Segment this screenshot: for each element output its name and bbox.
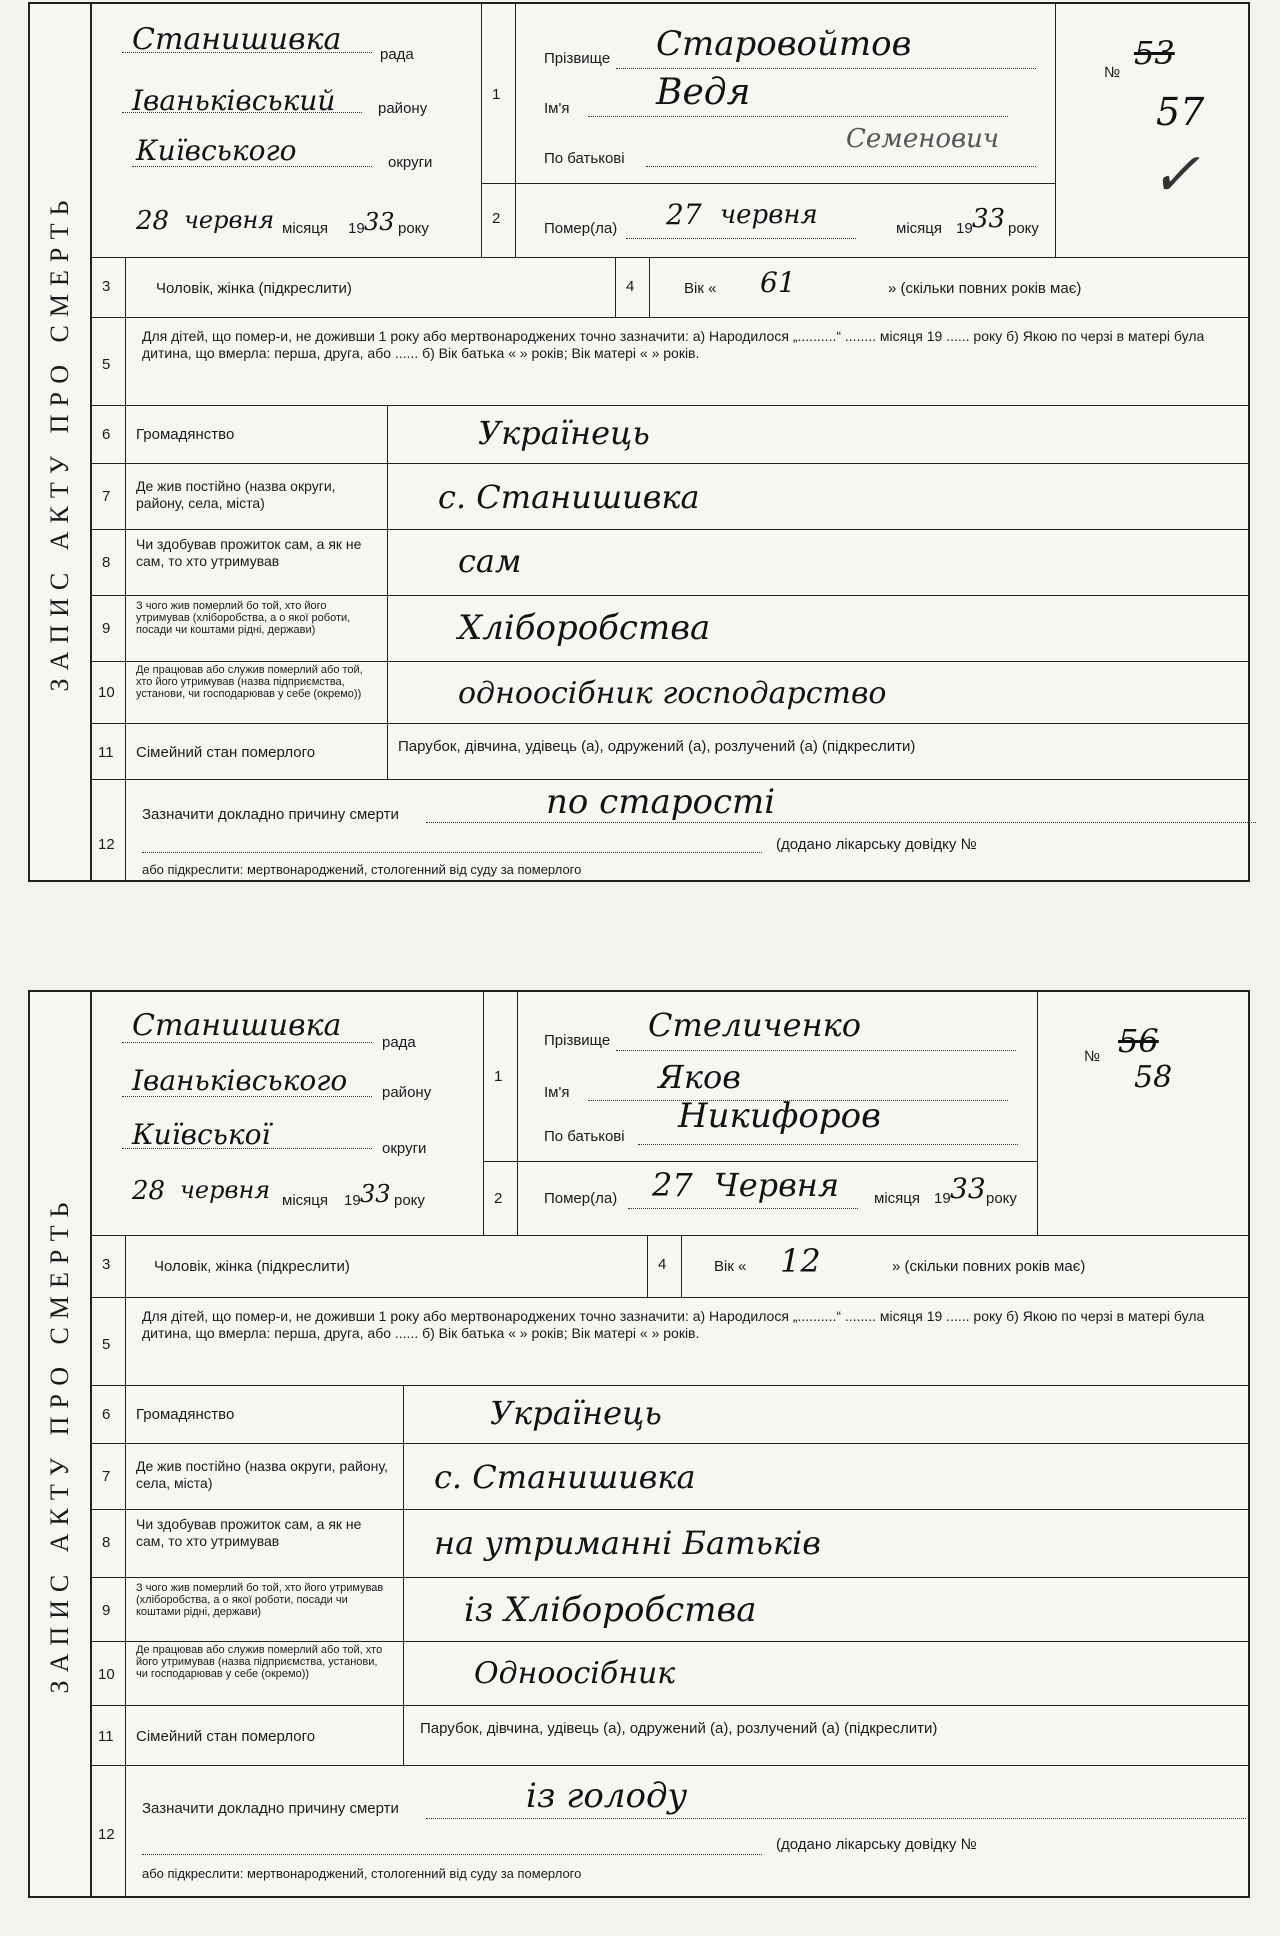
row-2-num: 2: [484, 1162, 518, 1236]
row-7-num: 7: [92, 1444, 126, 1510]
residence-label-cell: [126, 1444, 404, 1510]
died-month: Червня: [714, 1166, 840, 1204]
died-year-label: року: [986, 1190, 1017, 1207]
citizenship-label-cell: [126, 1386, 404, 1444]
cause-alt: або підкреслити: мертвонароджений, стологенний від суду за померлого: [142, 1866, 582, 1881]
reg-month-label: місяця: [282, 220, 328, 237]
marital-label: Сімейний стан померлого: [136, 744, 316, 761]
died-year-prefix: 19: [956, 220, 973, 237]
reg-year-prefix: 19: [344, 1192, 361, 1209]
patronymic-value: Никифоров: [678, 1096, 881, 1136]
cause-alt: або підкреслити: мертвонароджений, стологенний від суду за померлого: [142, 862, 582, 877]
council-label: рада: [382, 1034, 416, 1051]
reg-day: 28: [132, 1176, 166, 1206]
died-day: 27: [666, 198, 702, 231]
marital-label: Сімейний стан померлого: [136, 1728, 316, 1745]
employer-value: Одноосібник: [474, 1656, 676, 1691]
okruha-value: Київської: [132, 1118, 271, 1151]
died-month-label: місяця: [874, 1190, 920, 1207]
sex-label: Чоловік, жінка (підкреслити): [154, 1258, 350, 1275]
residence-label: Де жив постійно (назва округи, району, села, міста): [136, 1458, 388, 1491]
row-1-num: 1: [484, 992, 518, 1162]
employer-label-cell: [126, 662, 388, 724]
citizenship-label-cell: [126, 406, 388, 464]
income-source-value: із Хліборобства: [464, 1590, 757, 1630]
row-10-num: 10: [92, 662, 126, 724]
livelihood-value: на утриманні Батьків: [434, 1524, 821, 1562]
council-label: рада: [380, 46, 414, 63]
died-label: Помер(ла): [544, 1190, 618, 1207]
death-date-block: [516, 184, 1056, 258]
income-source-label: З чого жив померлий бо той, хто його утримував (хліборобства, а о якої роботи, посади чи коштами рідні, держави): [136, 600, 351, 636]
patronymic-label: По батькові: [544, 1128, 625, 1145]
surname-label: Прізвище: [544, 50, 611, 67]
row-12-num: 12: [92, 780, 126, 882]
citizenship-value: Українець: [478, 414, 650, 452]
row-6-num: 6: [92, 1386, 126, 1444]
died-year-prefix: 19: [934, 1190, 951, 1207]
district-value: Іваньківського: [132, 1064, 348, 1097]
first-name-label: Ім'я: [544, 1084, 570, 1101]
livelihood-label-cell: [126, 530, 388, 596]
row-6-num: 6: [92, 406, 126, 464]
death-date-block: [518, 1162, 1038, 1236]
employer-label: Де працював або служив померлий або той, хто його утримував (назва підприємства, установи, чи господарював у себе (окремо)): [136, 664, 363, 700]
residence-value: с. Станишивка: [434, 1458, 696, 1496]
income-label-cell: [126, 596, 388, 662]
record-number-value: 57: [1156, 90, 1205, 134]
reg-day: 28: [136, 206, 170, 236]
age-suffix: » (скільки повних років має): [892, 1258, 1086, 1275]
livelihood-label-cell: [126, 1510, 404, 1578]
name-block: [518, 992, 1038, 1162]
okruha-label: округи: [388, 154, 433, 171]
income-value-cell: [388, 596, 1250, 662]
cause-label: Зазначити докладно причину смерти: [142, 806, 399, 823]
record-number-struck: 53: [1134, 34, 1175, 72]
side-title: ЗАПИС АКТУ ПРО СМЕРТЬ: [30, 992, 92, 1896]
death-record-form-2: [28, 990, 1250, 1898]
record-number-struck: 56: [1118, 1022, 1159, 1060]
age-label: Вік «: [684, 280, 717, 297]
sex-label: Чоловік, жінка (підкреслити): [156, 280, 352, 297]
age-block: [650, 258, 1250, 318]
marital-options-cell: [388, 724, 1250, 780]
record-number-block: [1056, 4, 1250, 258]
surname-value: Стеличенко: [648, 1006, 862, 1044]
surname-label: Прізвище: [544, 1032, 611, 1049]
row-12-num: 12: [92, 1766, 126, 1896]
row-11-num: 11: [92, 724, 126, 780]
citizenship-value-cell: [404, 1386, 1248, 1444]
infant-text: Для дітей, що помер-и, не доживши 1 року або мертвонароджених точно зазначити: а) Народилося „..........“ ........ місяця 19 ...... року б) Якою по черзі в матері була дитина, що вмерла: перша, друга, або ...... б) Вік батька « » років; Вік матері « » років.: [142, 328, 1205, 361]
marital-label-cell: [126, 1706, 404, 1766]
reg-year-prefix: 19: [348, 220, 365, 237]
reg-month: червня: [184, 206, 275, 234]
income-label-cell: [126, 1578, 404, 1642]
row-10-num: 10: [92, 1642, 126, 1706]
age-block: [682, 1236, 1248, 1298]
surname-value: Старовойтов: [656, 24, 912, 64]
council-value: Станишивка: [132, 1008, 342, 1043]
employer-value: одноосібник господарство: [458, 676, 887, 711]
reg-year-label: року: [398, 220, 429, 237]
row-2-num: 2: [482, 184, 516, 258]
died-month: червня: [720, 200, 818, 230]
died-year: 33: [972, 204, 1006, 234]
row-3-num: 3: [92, 1236, 126, 1298]
row-7-num: 7: [92, 464, 126, 530]
council-value: Станишивка: [132, 22, 342, 57]
cause-block: [126, 780, 1250, 882]
age-value: 12: [780, 1242, 821, 1280]
row-9-num: 9: [92, 1578, 126, 1642]
age-suffix: » (скільки повних років має): [888, 280, 1082, 297]
marital-options-cell: [404, 1706, 1248, 1766]
row-4-num: 4: [648, 1236, 682, 1298]
livelihood-value-cell: [388, 530, 1250, 596]
reg-month-label: місяця: [282, 1192, 328, 1209]
residence-value-cell: [388, 464, 1250, 530]
employer-label-cell: [126, 1642, 404, 1706]
first-name-value: Яков: [658, 1058, 741, 1096]
marital-options: Парубок, дівчина, удівець (а), одружений (а), розлучений (а) (підкреслити): [420, 1720, 938, 1737]
side-title: ЗАПИС АКТУ ПРО СМЕРТЬ: [30, 4, 92, 880]
first-name-label: Ім'я: [544, 100, 570, 117]
cause-label: Зазначити докладно причину смерти: [142, 1800, 399, 1817]
infant-text: Для дітей, що помер-и, не доживши 1 року або мертвонароджених точно зазначити: а) Народилося „..........“ ........ місяця 19 ...... року б) Якою по черзі в матері була дитина, що вмерла: перша, друга, або ...... б) Вік батька « » років; Вік матері « » років.: [142, 1308, 1205, 1341]
cause-value: із голоду: [526, 1776, 688, 1816]
died-label: Помер(ла): [544, 220, 618, 237]
record-number-label: №: [1084, 1048, 1101, 1065]
row-11-num: 11: [92, 1706, 126, 1766]
residence-value: с. Станишивка: [438, 478, 700, 516]
district-value: Іваньківський: [132, 84, 336, 117]
sex-block: [126, 258, 616, 318]
record-number-block: [1038, 992, 1248, 1236]
row-5-num: 5: [92, 1298, 126, 1386]
age-label: Вік «: [714, 1258, 747, 1275]
livelihood-value: сам: [458, 542, 522, 580]
income-value-cell: [404, 1578, 1248, 1642]
died-year: 33: [950, 1172, 986, 1205]
citizenship-label: Громадянство: [136, 1406, 235, 1423]
cause-doc-note: (додано лікарську довідку №: [776, 1836, 977, 1853]
patronymic-value: Семенович: [846, 124, 1000, 154]
record-number-value: 58: [1134, 1060, 1173, 1095]
registration-block: [92, 4, 482, 258]
infant-block: [126, 1298, 1248, 1386]
name-block: [516, 4, 1056, 184]
reg-year: 33: [364, 208, 395, 236]
employer-value-cell: [388, 662, 1250, 724]
livelihood-value-cell: [404, 1510, 1248, 1578]
death-record-form-1: [28, 2, 1250, 882]
died-day: 27: [652, 1166, 693, 1204]
citizenship-value-cell: [388, 406, 1250, 464]
residence-value-cell: [404, 1444, 1248, 1510]
infant-block: [126, 318, 1250, 406]
died-month-label: місяця: [896, 220, 942, 237]
row-1-num: 1: [482, 4, 516, 184]
row-3-num: 3: [92, 258, 126, 318]
okruha-value: Київського: [136, 134, 297, 167]
district-label: району: [378, 100, 428, 117]
reg-month: червня: [180, 1176, 271, 1204]
registration-block: [92, 992, 484, 1236]
margin-mark: ✓: [1150, 140, 1201, 210]
reg-year: 33: [360, 1180, 391, 1208]
employer-value-cell: [404, 1642, 1248, 1706]
cause-value: по старості: [546, 782, 776, 822]
livelihood-label: Чи здобував прожиток сам, а як не сам, то хто утримував: [136, 536, 362, 569]
citizenship-value: Українець: [490, 1394, 662, 1432]
district-label: району: [382, 1084, 432, 1101]
row-8-num: 8: [92, 1510, 126, 1578]
row-9-num: 9: [92, 596, 126, 662]
marital-options: Парубок, дівчина, удівець (а), одружений (а), розлучений (а) (підкреслити): [398, 738, 916, 755]
income-source-label: З чого жив померлий бо той, хто його утримував (хліборобства, а о якої роботи, посади чи коштами рідні, держави): [136, 1582, 384, 1618]
cause-block: [126, 1766, 1248, 1896]
income-source-value: Хліборобства: [458, 608, 711, 648]
reg-year-label: року: [394, 1192, 425, 1209]
row-5-num: 5: [92, 318, 126, 406]
citizenship-label: Громадянство: [136, 426, 235, 443]
row-4-num: 4: [616, 258, 650, 318]
sex-block: [126, 1236, 648, 1298]
patronymic-label: По батькові: [544, 150, 625, 167]
employer-label: Де працював або служив померлий або той, хто його утримував (назва підприємства, установи, чи господарював у себе (окремо)): [136, 1644, 383, 1680]
okruha-label: округи: [382, 1140, 427, 1157]
first-name-value: Ведя: [656, 72, 751, 113]
marital-label-cell: [126, 724, 388, 780]
record-number-label: №: [1104, 64, 1121, 81]
cause-doc-note: (додано лікарську довідку №: [776, 836, 977, 853]
age-value: 61: [760, 266, 796, 299]
livelihood-label: Чи здобував прожиток сам, а як не сам, то хто утримував: [136, 1516, 362, 1549]
row-8-num: 8: [92, 530, 126, 596]
died-year-label: року: [1008, 220, 1039, 237]
residence-label: Де жив постійно (назва округи, району, села, міста): [136, 478, 336, 511]
residence-label-cell: [126, 464, 388, 530]
